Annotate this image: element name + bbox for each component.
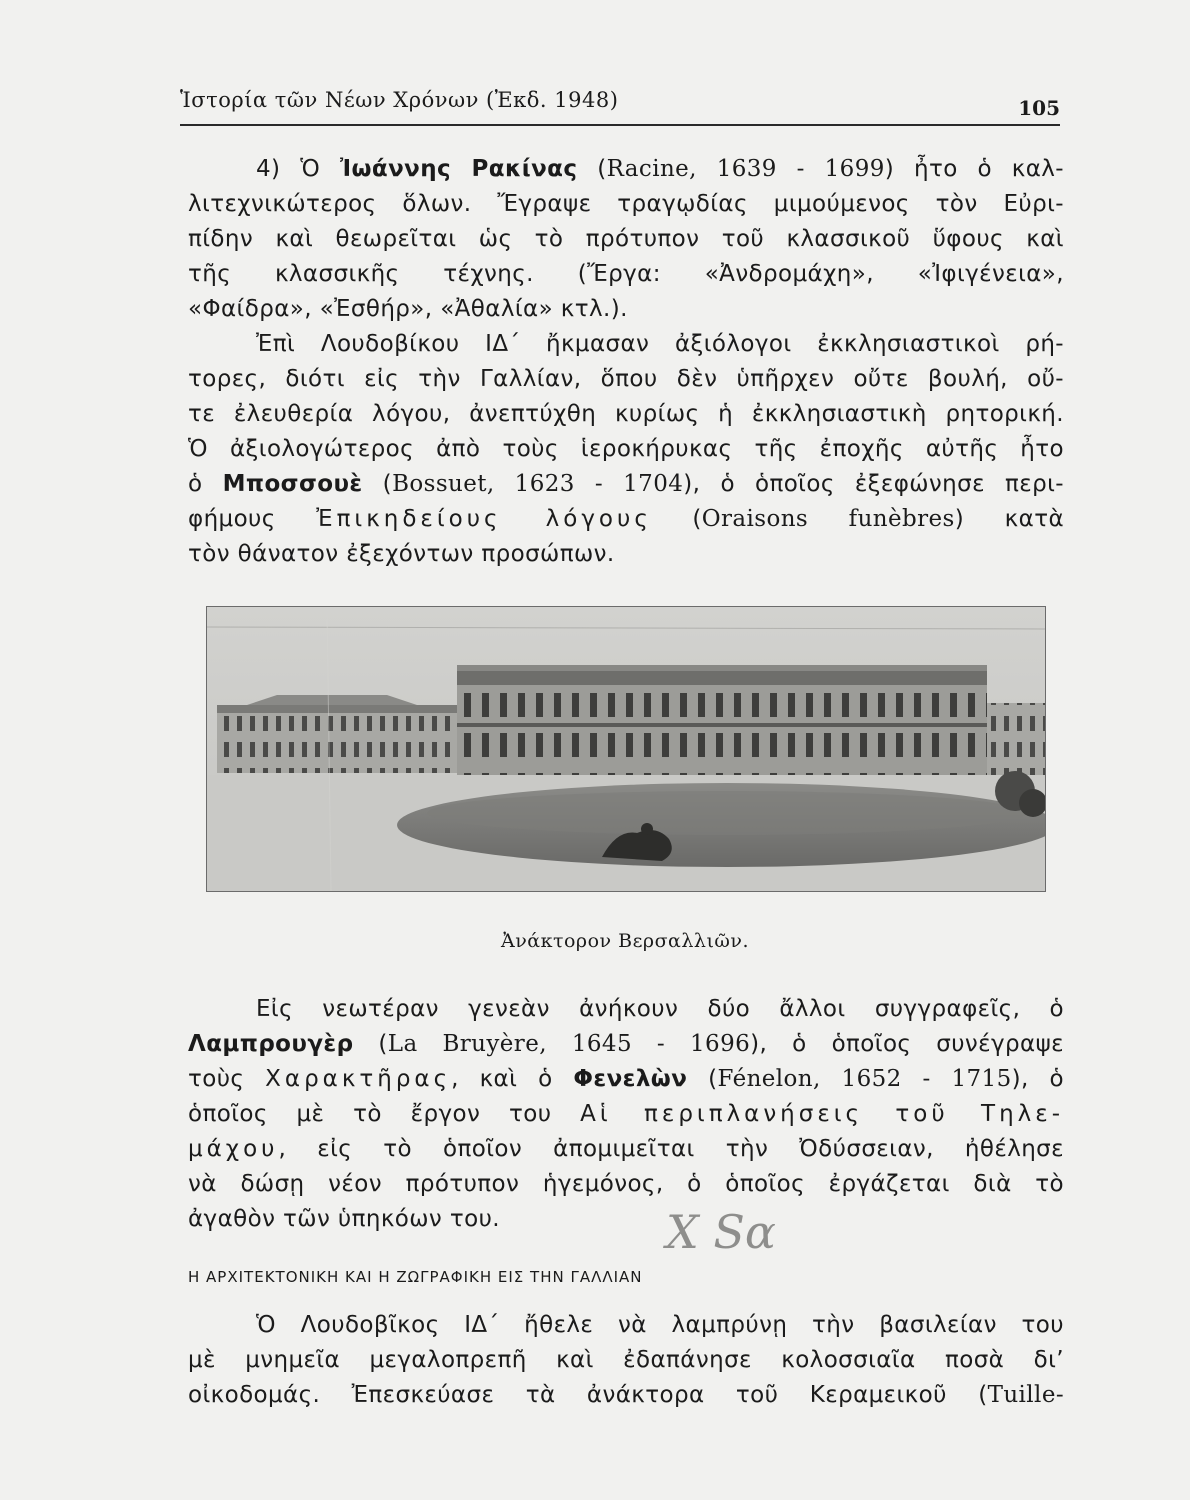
text-line: τορες, διότι εἰς τὴν Γαλλίαν, ὅπου δὲν ὑπῆρχεν οὔτε βουλή, οὔ- (188, 366, 1064, 392)
text-line: 4) Ὁ Ἰωάννης Ρακίνας (Racine, 1639 - 1699) ἦτο ὁ καλ- (256, 156, 1064, 182)
text-line: ὁποῖος μὲ τὸ ἔργον του Αἱ περιπλανήσεις τοῦ Τηλε- (188, 1101, 1064, 1127)
text-line: μάχου, εἰς τὸ ὁποῖον ἀπομιμεῖται τὴν Ὀδύσσειαν, ἠθέλησε (188, 1136, 1064, 1162)
text-line: οἰκοδομάς. Ἐπεσκεύασε τὰ ἀνάκτορα τοῦ Κεραμεικοῦ (Tuille- (188, 1382, 1064, 1408)
versailles-illustration (207, 607, 1045, 891)
name-fenelon: Φενελὼν (573, 1066, 688, 1092)
text-line: πίδην καὶ θεωρεῖται ὡς τὸ πρότυπον τοῦ κλασσικοῦ ὕφους καὶ (188, 226, 1064, 252)
spaced-title: Χαρακτῆρας (265, 1066, 452, 1092)
text-line: τὸν θάνατον ἐξεχόντων προσώπων. (188, 541, 615, 567)
text-line: τε ἐλευθερία λόγου, ἀνεπτύχθη κυρίως ἡ ἐκκλησιαστικὴ ρητορική. (188, 401, 1064, 427)
running-title: Ἱστορία τῶν Νέων Χρόνων (Ἐκδ. 1948) (180, 88, 619, 112)
paragraph-labruyere-fenelon (188, 992, 1064, 1237)
paragraph-bossuet (188, 327, 1064, 572)
text-line: ἀγαθὸν τῶν ὑπηκόων του. (188, 1206, 501, 1232)
text-line: νὰ δώσῃ νέον πρότυπον ἡγεμόνος, ὁ ὁποῖος ἐργάζεται διὰ τὸ (188, 1171, 1064, 1197)
name-bossuet: Μποσσουὲ (222, 471, 363, 497)
handwriting-text: X Sα (666, 1205, 776, 1259)
figure-caption: Ἀνάκτορον Βερσαλλιῶν. (500, 930, 750, 952)
text-line: λιτεχνικώτερος ὅλων. Ἔγραψε τραγῳδίας μιμούμενος τὸν Εὐρι- (188, 191, 1064, 217)
text-line: Εἰς νεωτέραν γενεὰν ἀνήκουν δύο ἄλλοι συγγραφεῖς, ὁ (256, 996, 1064, 1022)
text-line: «Φαίδρα», «Ἐσθήρ», «Ἀθαλία» κτλ.). (188, 296, 628, 322)
paragraph-louis-xiv-monuments (188, 1308, 1064, 1413)
text-line: φήμους Ἐπικηδείους λόγους (Oraisons funèbres) κατὰ (188, 506, 1065, 532)
text-line: τοὺς Χαρακτῆρας, καὶ ὁ Φενελὼν (Fénelon, 1652 - 1715), ὁ (188, 1066, 1064, 1092)
page-number: 105 (1018, 96, 1060, 120)
name-labruyere: Λαμπρουγὲρ (188, 1031, 354, 1057)
text-line: Ἐπὶ Λουδοβίκου ΙΔ΄ ἤκμασαν ἀξιόλογοι ἐκκλησιαστικοὶ ρή- (256, 331, 1064, 357)
page-header (180, 84, 1060, 126)
name-racine: Ἰωάννης Ρακίνας (339, 156, 578, 182)
text-line: Λαμπρουγὲρ (La Bruyère, 1645 - 1696), ὁ ὁποῖος συνέγραψε (188, 1031, 1064, 1057)
text-line: Ὁ Λουδοβῖκος ΙΔ΄ ἤθελε νὰ λαμπρύνῃ τὴν βασιλείαν του (256, 1312, 1064, 1338)
text-line: ὁ Μποσσουὲ (Bossuet, 1623 - 1704), ὁ ὁποῖος ἐξεφώνησε περι- (188, 471, 1065, 497)
versailles-photo (206, 606, 1046, 892)
spaced-title: Αἱ περιπλανήσεις τοῦ Τηλε- (580, 1101, 1064, 1127)
text-line: μὲ μνημεῖα μεγαλοπρεπῆ καὶ ἐδαπάνησε κολοσσιαῖα ποσὰ δι’ (188, 1347, 1064, 1373)
handwritten-annotation (662, 1192, 842, 1262)
text-line: τῆς κλασσικῆς τέχνης. (Ἔργα: «Ἀνδρομάχη», «Ἰφιγένεια», (188, 261, 1064, 287)
spaced-title: Ἐπικηδείους λόγους (316, 506, 652, 532)
section-heading: Η ΑΡΧΙΤΕΚΤΟΝΙΚΗ ΚΑΙ Η ΖΩΓΡΑΦΙΚΗ ΕΙΣ ΤΗΝ ΓΑΛΛΙΑΝ (188, 1268, 643, 1286)
paragraph-racine (188, 152, 1064, 327)
text-line: Ὁ ἀξιολογώτερος ἀπὸ τοὺς ἱεροκήρυκας τῆς ἐποχῆς αὐτῆς ἦτο (188, 436, 1064, 462)
